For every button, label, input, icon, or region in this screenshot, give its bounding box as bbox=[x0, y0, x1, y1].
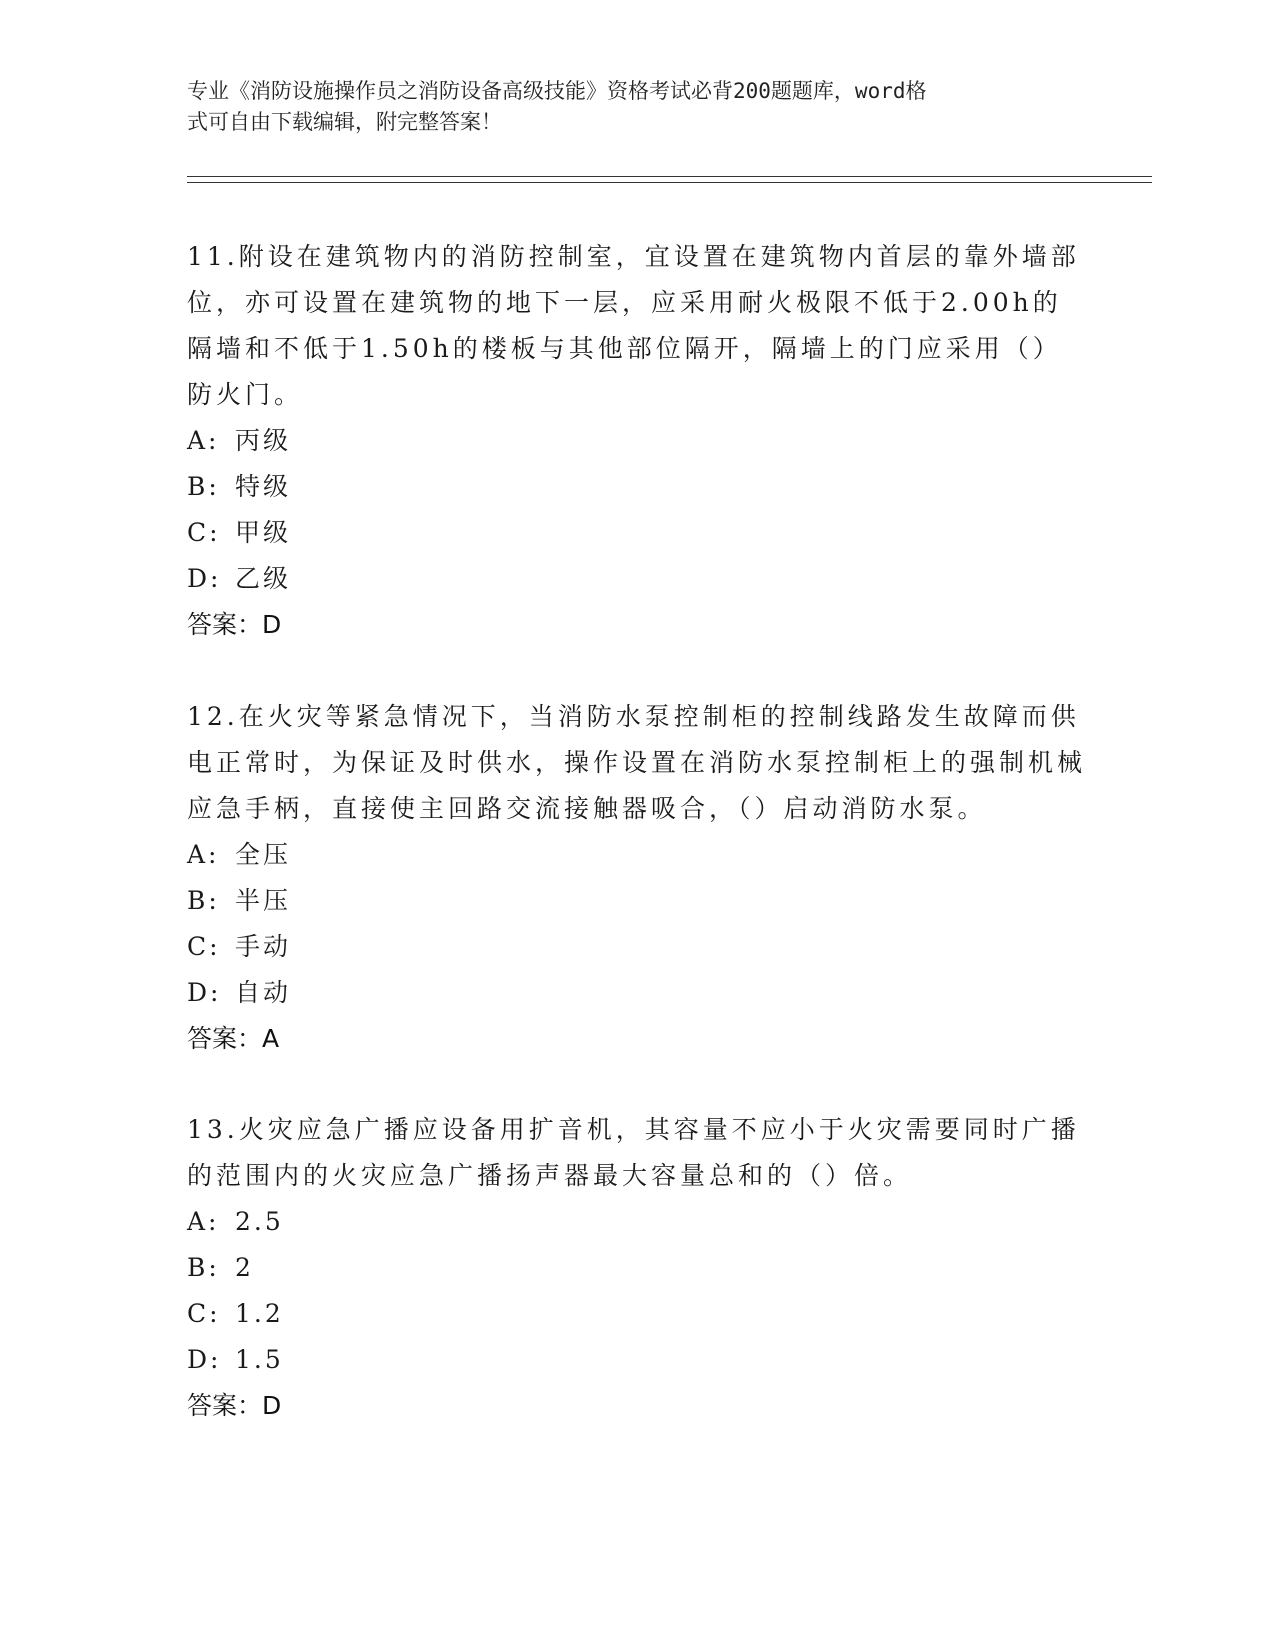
option-a bbox=[187, 418, 1087, 464]
option-text: 丙级 bbox=[235, 426, 292, 455]
option-letter: C: bbox=[187, 1299, 221, 1328]
option-letter: C: bbox=[187, 932, 221, 961]
option-letter: A: bbox=[187, 426, 220, 455]
option-letter: B: bbox=[187, 886, 220, 915]
option-c bbox=[187, 1291, 1087, 1337]
option-c bbox=[187, 924, 1087, 970]
header-divider-bottom bbox=[187, 182, 1152, 183]
answer-line: 答案：D bbox=[187, 1391, 282, 1420]
option-a bbox=[187, 1199, 1087, 1245]
option-c bbox=[187, 510, 1087, 556]
option-text: 2 bbox=[235, 1253, 254, 1282]
option-letter: D: bbox=[187, 564, 222, 593]
option-b bbox=[187, 1245, 1087, 1291]
question-12 bbox=[187, 694, 1087, 1062]
option-text: 乙级 bbox=[235, 564, 292, 593]
option-text: 1.2 bbox=[235, 1299, 284, 1328]
option-letter: C: bbox=[187, 518, 221, 547]
option-letter: A: bbox=[187, 1207, 220, 1236]
question-stem: 12.在火灾等紧急情况下，当消防水泵控制柜的控制线路发生故障而供电正常时，为保证及时供水，操作设置在消防水泵控制柜上的强制机械应急手柄，直接使主回路交流接触器吸合，（）启动消防水泵。 bbox=[187, 702, 1087, 823]
document-header bbox=[187, 76, 1087, 138]
answer-line: 答案：D bbox=[187, 610, 282, 639]
option-d bbox=[187, 556, 1087, 602]
question-13 bbox=[187, 1107, 1087, 1429]
option-a bbox=[187, 832, 1087, 878]
option-letter: B: bbox=[187, 1253, 220, 1282]
option-text: 2.5 bbox=[235, 1207, 284, 1236]
option-b bbox=[187, 464, 1087, 510]
header-divider-top bbox=[187, 176, 1152, 177]
option-letter: B: bbox=[187, 472, 220, 501]
option-d bbox=[187, 1337, 1087, 1383]
option-text: 甲级 bbox=[235, 518, 292, 547]
option-text: 1.5 bbox=[235, 1345, 284, 1374]
question-11 bbox=[187, 234, 1087, 648]
header-line-1: 专业《消防设施操作员之消防设备高级技能》资格考试必背200题题库，word格 bbox=[187, 79, 927, 103]
question-stem: 11.附设在建筑物内的消防控制室，宜设置在建筑物内首层的靠外墙部位，亦可设置在建筑物的地下一层，应采用耐火极限不低于2.00h的隔墙和不低于1.50h的楼板与其他部位隔开，隔墙上的门应采用（）防火门。 bbox=[187, 242, 1080, 409]
option-text: 全压 bbox=[235, 840, 292, 869]
option-b bbox=[187, 878, 1087, 924]
option-letter: D: bbox=[187, 978, 222, 1007]
header-line-2: 式可自由下载编辑，附完整答案！ bbox=[187, 110, 502, 134]
option-letter: D: bbox=[187, 1345, 222, 1374]
option-text: 半压 bbox=[235, 886, 292, 915]
option-text: 特级 bbox=[235, 472, 292, 501]
question-stem: 13.火灾应急广播应设备用扩音机，其容量不应小于火灾需要同时广播的范围内的火灾应急广播扬声器最大容量总和的（）倍。 bbox=[187, 1115, 1080, 1190]
option-letter: A: bbox=[187, 840, 220, 869]
option-text: 手动 bbox=[235, 932, 292, 961]
answer-line: 答案：A bbox=[187, 1024, 280, 1053]
option-text: 自动 bbox=[235, 978, 292, 1007]
option-d bbox=[187, 970, 1087, 1016]
